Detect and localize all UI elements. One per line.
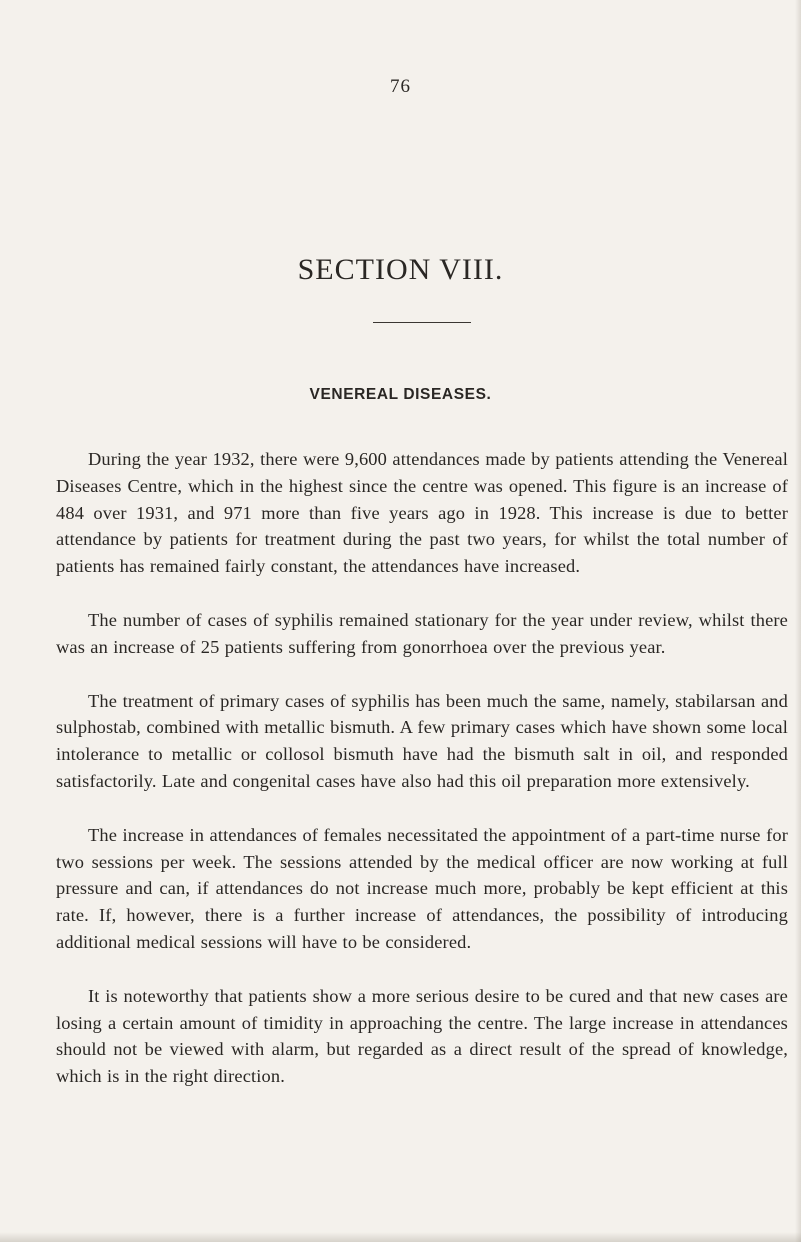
section-title: SECTION VIII. [297,253,504,286]
paragraph: During the year 1932, there were 9,600 attendances made by patients attending the Venereal Diseases Centre, which in the highest since the centre was opened. This figure is an increase of 484 over 1931, and 971 more than five years ago in 1928. This increase is due to better attendance by patients for treatment during the past two years, for whilst the total number of patients has remained fairly constant, the attendances have increased. [56,449,788,577]
paragraph: The number of cases of syphilis remained stationary for the year under review, whilst there was an increase of 25 patients suffering from gonorrhoea over the previous year. [56,609,788,657]
page-bottom-shadow [0,1232,801,1242]
body-text [56,446,788,1117]
paragraph: It is noteworthy that patients show a more serious desire to be cured and that new cases are losing a certain amount of timidity in approaching the centre. The large increase in attendances should not be viewed with alarm, but regarded as a direct result of the spread of knowledge, which is in the right direction. [56,985,788,1087]
paragraph: The treatment of primary cases of syphilis has been much the same, namely, stabilarsan and sulphostab, combined with metallic bismuth. A few primary cases which have shown some local intolerance to metallic or collosol bismuth have had the bismuth salt in oil, and responded satisfactorily. Late and congenital cases have also had this oil preparation more extensively. [56,690,788,791]
title-divider [373,322,471,323]
paragraph: The increase in attendances of females necessitated the appointment of a part-time nurse for two sessions per week. The sessions attended by the medical officer are now working at full pressure and can, if attendances do not increase much more, probably be kept efficient at this rate. If, however, there is a further increase of attendances, the possibility of introducing additional medical sessions will have to be considered. [56,824,788,952]
section-subheading: VENEREAL DISEASES. [309,386,492,403]
page-number: 76 [390,76,411,97]
page-edge-shadow [795,0,801,1242]
